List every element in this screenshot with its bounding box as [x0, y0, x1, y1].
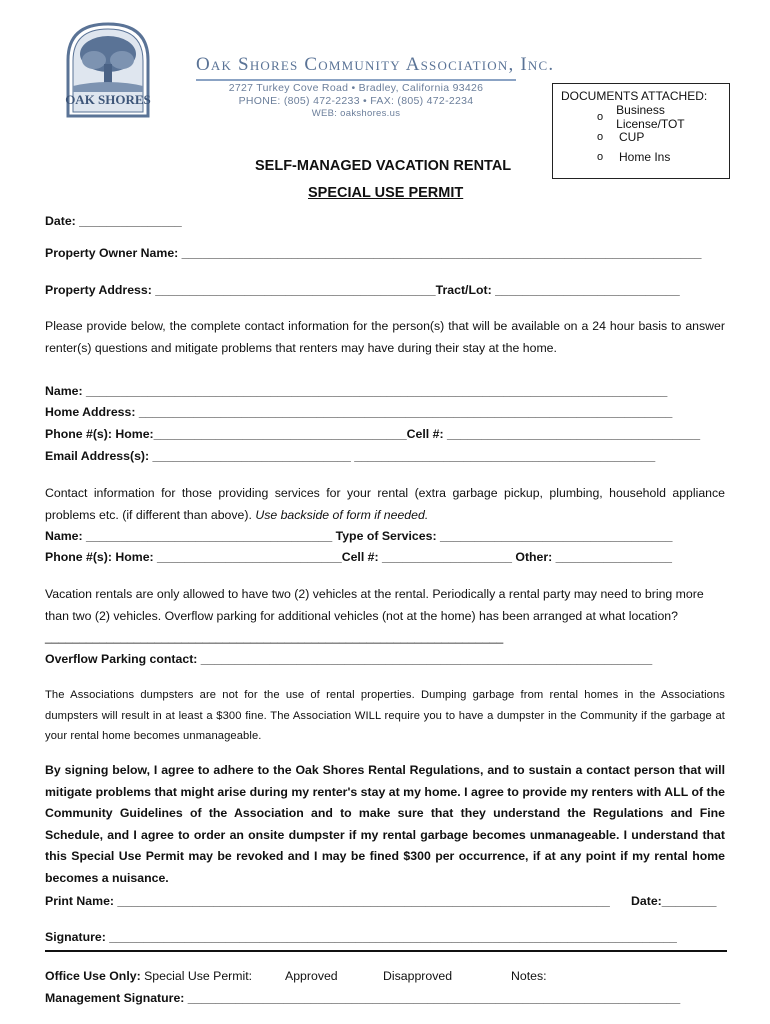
document-label: CUP: [619, 130, 645, 144]
logo-text: OAK SHORES: [65, 92, 151, 107]
services-intro-text: Contact information for those providing services for your rental (extra garbage pickup, plumbing, household appliance problems etc. (if different than above).: [45, 486, 725, 522]
org-address: 2727 Turkey Cove Road • Bradley, California 93426: [228, 82, 484, 94]
documents-title: DOCUMENTS ATTACHED:: [561, 89, 708, 103]
dumpster-notice: The Associations dumpsters are not for the use of rental properties. Dumping garbage from rental homes in the Associations dumpsters will result in at least a $300 fine. The Association WILL require you to have a dumpster in the Community if the garbage at your rental home becomes unmanageable.: [45, 689, 725, 742]
date-field[interactable]: Date: _______________: [45, 214, 182, 228]
document-label: Business License/TOT: [616, 103, 685, 131]
agreement-text: By signing below, I agree to adhere to the Oak Shores Rental Regulations, and to sustain a contact person that will mitigate problems that might arise during my renter's stay at my home. I agree to provide my renters with ALL of the Community Guidelines of the Association and to make sure that they understand the Regulations and Fine Schedule, and I agree to order an onsite dumpster if my rental garbage becomes unmanageable. I understand that this Special Use Permit may be revoked and I may be fined $300 per occurrence, if at any point if my rental home becomes a nuisance.: [45, 763, 725, 885]
contact-home-address-field[interactable]: Home Address: ______________________________________________________________________________: [45, 405, 673, 419]
property-address-field[interactable]: Property Address: _________________________________________Tract/Lot: ___________________________: [45, 283, 680, 297]
checkbox-bullet[interactable]: o: [597, 131, 604, 143]
org-web: WEB: oakshores.us: [311, 108, 401, 119]
contact-email-field[interactable]: Email Address(s): _____________________________ ____________________________________________: [45, 449, 656, 463]
overflow-contact-field[interactable]: Overflow Parking contact: __________________________________________________________________: [45, 652, 653, 666]
document-label: Home Ins: [619, 150, 671, 164]
agreement-date-field[interactable]: Date:________: [631, 894, 717, 908]
notes-label: Notes:: [511, 969, 547, 983]
form-subtitle: SPECIAL USE PERMIT: [308, 185, 464, 201]
documents-attached-box: [552, 83, 730, 179]
org-name: Oak Shores Community Association, Inc.: [196, 54, 555, 75]
contact-name-field[interactable]: Name: _____________________________________________________________________________________: [45, 384, 668, 398]
office-use-row: [45, 969, 252, 983]
property-owner-field[interactable]: Property Owner Name: ____________________________________________________________________________: [45, 246, 702, 260]
org-phone-fax: PHONE: (805) 472-2233 • FAX: (805) 472-2234: [238, 95, 474, 107]
service-name-field[interactable]: Name: ____________________________________ Type of Services: __________________________________: [45, 529, 673, 543]
checkbox-bullet[interactable]: o: [597, 151, 604, 163]
service-phone-field[interactable]: Phone #(s): Home: ___________________________Cell #: ___________________ Other: _________________: [45, 550, 672, 564]
vehicles-text[interactable]: Vacation rentals are only allowed to have two (2) vehicles at the rental. Periodically a rental party may need to bring more than two (2) vehicles. Overflow parking for additional vehicles (not at the home) has been arranged at what location? ___________________________________________________________________: [45, 587, 704, 644]
special-use-permit-label: Special Use Permit:: [144, 969, 253, 983]
office-divider: [45, 950, 727, 952]
document-item[interactable]: [597, 103, 721, 131]
management-signature-field[interactable]: Management Signature: ________________________________________________________________________: [45, 991, 681, 1005]
signature-field[interactable]: Signature: ___________________________________________________________________________________: [45, 930, 677, 944]
form-title: SELF-MANAGED VACATION RENTAL: [255, 158, 512, 174]
oak-shores-logo: [64, 20, 152, 120]
document-item[interactable]: [597, 147, 721, 167]
office-use-label: Office Use Only:: [45, 969, 141, 983]
contact-intro: Please provide below, the complete contact information for the person(s) that will be available on a 24 hour basis to answer renter(s) questions and mitigate problems that renters may have during their stay at the home.: [45, 319, 725, 355]
services-intro: [45, 483, 725, 526]
disapproved-option[interactable]: Disapproved: [383, 969, 453, 983]
header-divider: [196, 79, 516, 81]
contact-phone-field[interactable]: Phone #(s): Home:_____________________________________Cell #: _____________________________________: [45, 427, 701, 441]
services-intro-note: Use backside of form if needed.: [255, 507, 429, 522]
checkbox-bullet[interactable]: o: [597, 111, 604, 123]
approved-option[interactable]: Approved: [285, 969, 338, 983]
print-name-field[interactable]: Print Name: ________________________________________________________________________: [45, 894, 610, 908]
